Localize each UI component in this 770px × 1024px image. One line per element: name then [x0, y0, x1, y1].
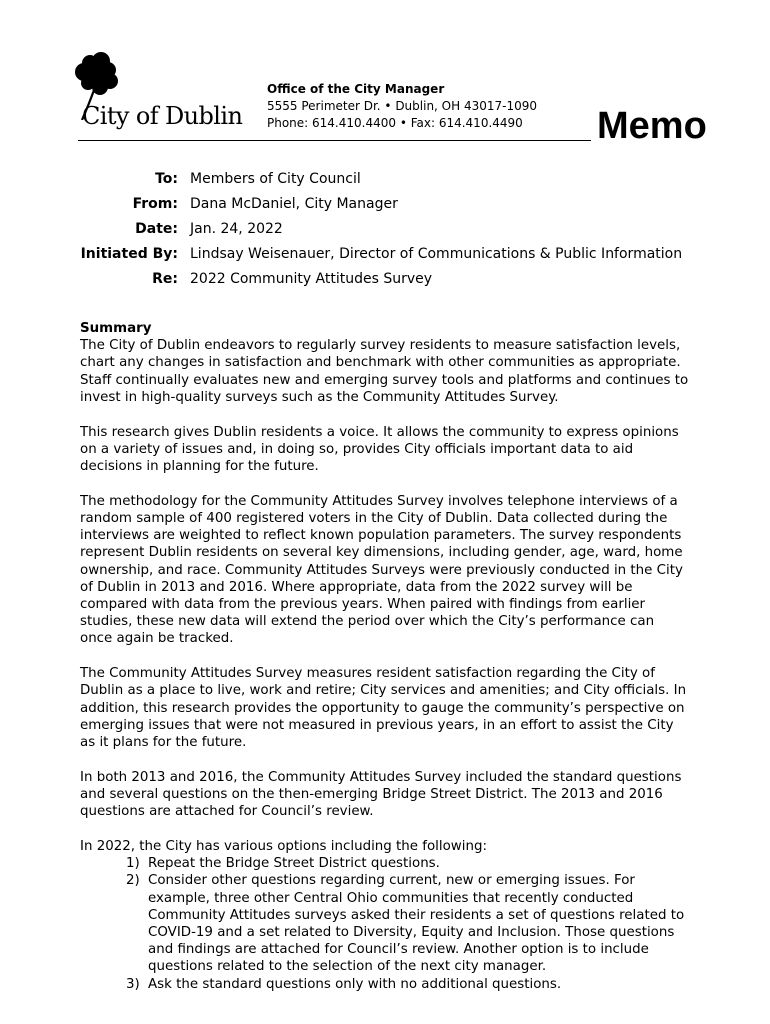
office-title: Office of the City Manager [267, 82, 445, 96]
body-paragraph: The methodology for the Community Attitudes Survey involves telephone interviews of a random sample of 400 registered voters in the City of Dublin. Data collected during the interviews are weighted to reflect known population parameters. The survey respondents represent Dublin residents on several key dimensions, including gender, age, ward, home ownership, and race. Community Attitudes Surveys were previously conducted in the City of Dublin in 2013 and 2016. Where appropriate, data from the 2022 survey will be compared with data from the previous years. When paired with findings from earlier studies, these new data will extend the period over which the City’s performance can once again be tracked. [80, 493, 683, 647]
list-text: Repeat the Bridge Street District questions. [148, 856, 440, 872]
list-text: Consider other questions regarding current, new or emerging issues. For example, three other Central Ohio communities that recently conducted Community Attitudes surveys asked their residents a set of questions related to COVID-19 and a set related to Diversity, Equity and Inclusion. Those questions and findings are attached for Council’s review. Another option is to include questions related to the selection of the next city manager. [148, 873, 685, 975]
memo-title: Memo [597, 105, 707, 147]
body-paragraph: The Community Attitudes Survey measures resident satisfaction regarding the City of Dublin as a place to live, work and retire; City services and amenities; and City officials. In addition, this research provides the opportunity to gauge the community’s perspective on emerging issues that were not measured in previous years, in an effort to assist the City as it plans for the future. [80, 666, 687, 751]
meta-label: From: [132, 196, 178, 212]
meta-value: Jan. 24, 2022 [190, 221, 283, 237]
list-number: 2) [126, 873, 140, 889]
summary-heading: Summary [80, 321, 152, 336]
body-paragraph: The City of Dublin endeavors to regularly survey residents to measure satisfaction levels, chart any changes in satisfaction and benchmark with other communities as appropriate. Staff continually evaluates new and emerging survey tools and platforms and continues to invest in high-quality surveys such as the Community Attitudes Survey. [80, 338, 689, 405]
header-divider [78, 140, 591, 141]
list-item [80, 855, 690, 872]
body-paragraph: In both 2013 and 2016, the Community Attitudes Survey included the standard questions and several questions on the then-emerging Bridge Street District. The 2013 and 2016 questions are attached for Council’s review. [80, 769, 682, 820]
logo-text: City of Dublin [82, 102, 243, 130]
list-number: 1) [126, 856, 140, 872]
body-paragraph: This research gives Dublin residents a voice. It allows the community to express opinions on a variety of issues and, in doing so, provides City officials important data to aid decisions in planning for the future. [80, 424, 679, 475]
office-info [267, 81, 537, 132]
memo-body [80, 320, 690, 993]
list-item [80, 872, 690, 975]
meta-value: Lindsay Weisenauer, Director of Communications & Public Information [190, 246, 683, 262]
meta-label: Initiated By: [80, 246, 178, 262]
list-item [80, 976, 690, 993]
options-intro: In 2022, the City has various options including the following: [80, 839, 487, 855]
list-number: 3) [126, 976, 140, 992]
meta-value: Dana McDaniel, City Manager [190, 196, 398, 212]
meta-label: Date: [135, 221, 178, 237]
meta-label: To: [155, 171, 178, 187]
meta-value: Members of City Council [190, 171, 361, 187]
meta-label: Re: [152, 271, 178, 287]
meta-value: 2022 Community Attitudes Survey [190, 271, 433, 287]
options-list [80, 855, 690, 993]
office-address: 5555 Perimeter Dr. • Dublin, OH 43017-1090 [267, 99, 538, 113]
office-phone-fax: Phone: 614.410.4400 • Fax: 614.410.4490 [267, 116, 523, 130]
list-text: Ask the standard questions only with no additional questions. [148, 976, 562, 992]
city-logo [70, 50, 250, 135]
